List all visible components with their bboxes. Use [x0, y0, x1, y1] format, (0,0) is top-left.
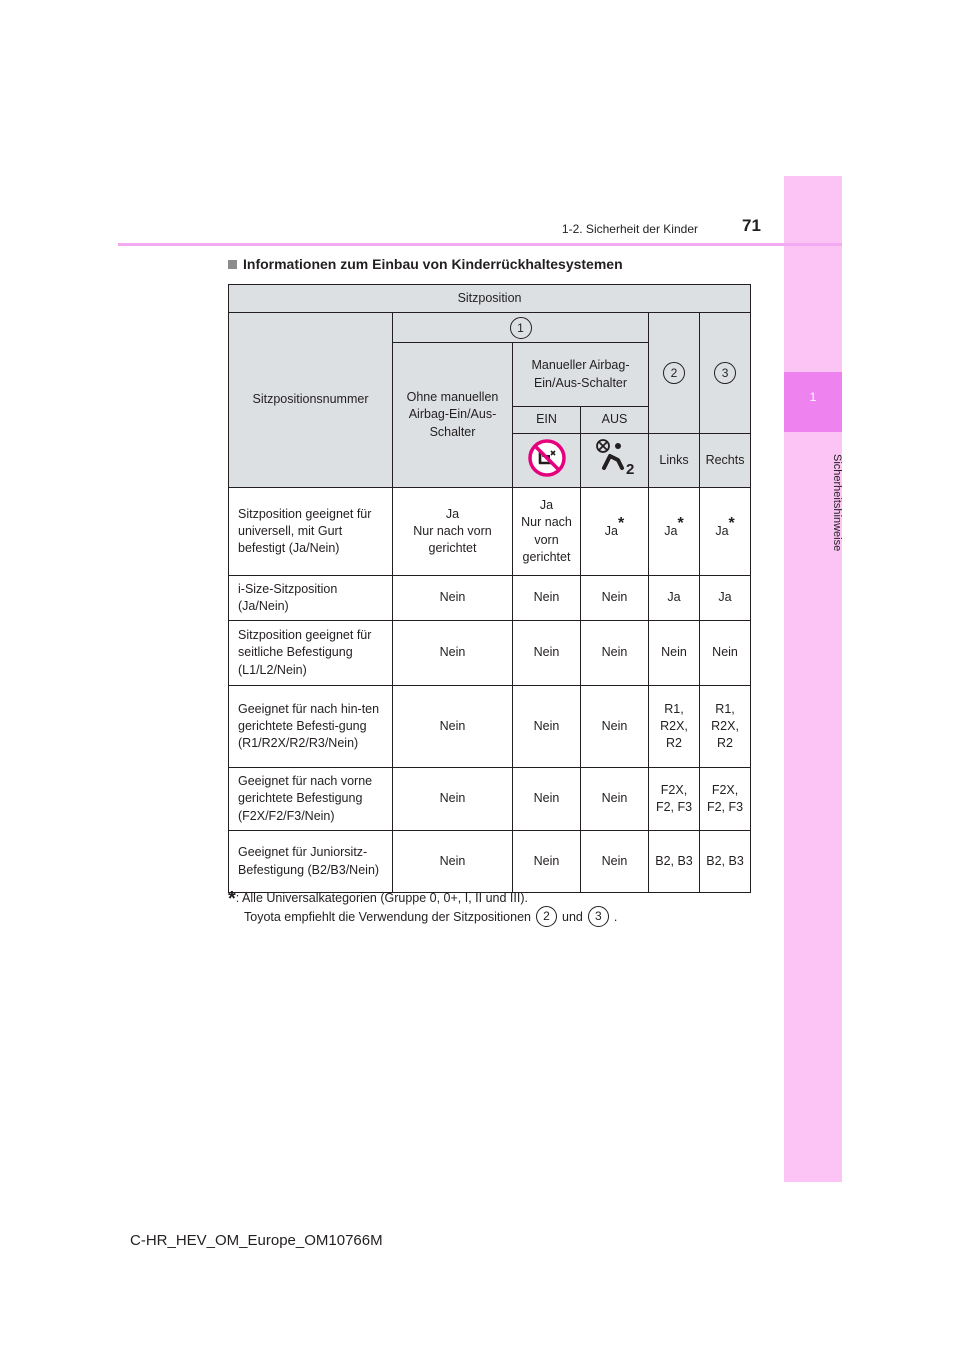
section-title: 1-2. Sicherheit der Kinder — [561, 222, 698, 236]
footnote-line-1 — [228, 885, 528, 908]
footnote-text: und — [562, 909, 583, 924]
cell: Nein — [700, 621, 751, 686]
cell: Nein — [393, 831, 513, 893]
cell: B2, B3 — [649, 831, 700, 893]
cell-value: Ja — [715, 523, 729, 538]
cell-note: Nur nach vorn gerichtet — [413, 523, 492, 556]
table-row — [229, 488, 751, 576]
row-label: Sitzposition geeignet für universell, mit Gurt befestigt (Ja/Nein) — [229, 488, 393, 576]
cell — [581, 488, 649, 576]
airbag-off-icon — [592, 438, 638, 478]
row-label: Geeignet für nach hin-ten gerichtete Befesti-gung (R1/R2X/R2/R3/Nein) — [229, 686, 393, 768]
cell-value: Ja — [664, 523, 678, 538]
cell: Nein — [513, 621, 581, 686]
row-label: i-Size-Sitzposition (Ja/Nein) — [229, 576, 393, 621]
table-row — [229, 576, 751, 621]
cell: B2, B3 — [700, 831, 751, 893]
table-row — [229, 768, 751, 831]
cell: Nein — [581, 831, 649, 893]
table-row — [229, 831, 751, 893]
cell: Nein — [513, 576, 581, 621]
row-label: Geeignet für Juniorsitz-Befestigung (B2/B3/Nein) — [229, 831, 393, 893]
footnote-text: Toyota empfiehlt die Verwendung der Sitzpositionen — [244, 909, 531, 924]
seat-position-table — [228, 284, 751, 893]
footnote-line-2 — [244, 906, 617, 927]
cell: Nein — [513, 686, 581, 768]
seat-number-3-icon: 3 — [714, 362, 736, 384]
cell — [700, 488, 751, 576]
footnote-text: : Alle Universalkategorien (Gruppe 0, 0+, I, II und III). — [235, 891, 528, 905]
seat-1-header — [393, 313, 649, 343]
aus-header: AUS — [581, 407, 649, 434]
cell — [393, 488, 513, 576]
cell: Ja — [649, 576, 700, 621]
with-switch-header: Manueller Airbag-Ein/Aus-Schalter — [513, 343, 649, 407]
cell-note: Nur nach vorn gerichtet — [521, 515, 572, 564]
footnote-marker: * — [617, 514, 625, 532]
seat-number-3-icon: 3 — [588, 906, 609, 927]
cell: F2X, F2, F3 — [649, 768, 700, 831]
no-rear-facing-icon-cell — [513, 434, 581, 488]
cell: Nein — [393, 686, 513, 768]
seat-number-2-icon: 2 — [536, 906, 557, 927]
table-title: Sitzposition — [229, 285, 751, 313]
cell: Nein — [581, 686, 649, 768]
cell-value: Ja — [604, 523, 618, 538]
chapter-number: 1 — [809, 390, 817, 404]
header-rule — [118, 243, 842, 246]
row-header: Sitzpositionsnummer — [229, 313, 393, 488]
seat-number-1-icon: 1 — [510, 317, 532, 339]
no-rear-facing-child-seat-icon — [527, 438, 567, 478]
cell: Nein — [513, 768, 581, 831]
cell: R1, R2X, R2 — [700, 686, 751, 768]
links-header: Links — [649, 434, 700, 488]
row-label: Geeignet für nach vorne gerichtete Befestigung (F2X/F2/F3/Nein) — [229, 768, 393, 831]
document-id: C-HR_HEV_OM_Europe_OM10766M — [130, 1232, 383, 1249]
cell: Nein — [393, 621, 513, 686]
sidebar-strip — [784, 176, 842, 1182]
cell — [513, 488, 581, 576]
footnote-marker: * — [677, 514, 684, 532]
cell-value: Ja — [539, 498, 554, 512]
cell: Nein — [649, 621, 700, 686]
ein-header: EIN — [513, 407, 581, 434]
square-bullet-icon — [228, 260, 237, 269]
airbag-off-icon-cell — [581, 434, 649, 488]
footnote-text: . — [613, 909, 618, 924]
cell: Nein — [581, 576, 649, 621]
page-number: 71 — [742, 216, 761, 235]
table-row — [229, 621, 751, 686]
cell: R1, R2X, R2 — [649, 686, 700, 768]
seat-number-2-icon: 2 — [663, 362, 685, 384]
subheading — [228, 256, 623, 272]
cell: Nein — [513, 831, 581, 893]
cell: Ja — [700, 576, 751, 621]
subheading-text: Informationen zum Einbau von Kinderrückhaltesystemen — [243, 256, 623, 272]
cell — [649, 488, 700, 576]
no-switch-header: Ohne manuellen Airbag-Ein/Aus-Schalter — [393, 343, 513, 488]
cell-value: Ja — [445, 506, 460, 521]
cell: Nein — [581, 621, 649, 686]
cell: Nein — [581, 768, 649, 831]
rechts-header: Rechts — [700, 434, 751, 488]
cell: F2X, F2, F3 — [700, 768, 751, 831]
seat-2-header — [649, 313, 700, 434]
airbag-icon-label: 2 — [625, 460, 634, 478]
footnote-marker: * — [728, 514, 735, 532]
cell: Nein — [393, 768, 513, 831]
table-row — [229, 686, 751, 768]
chapter-title: Sicherheitshinweise — [831, 454, 843, 552]
footnote-asterisk: * — [228, 888, 236, 910]
row-label: Sitzposition geeignet für seitliche Befestigung (L1/L2/Nein) — [229, 621, 393, 686]
cell: Nein — [393, 576, 513, 621]
seat-3-header — [700, 313, 751, 434]
